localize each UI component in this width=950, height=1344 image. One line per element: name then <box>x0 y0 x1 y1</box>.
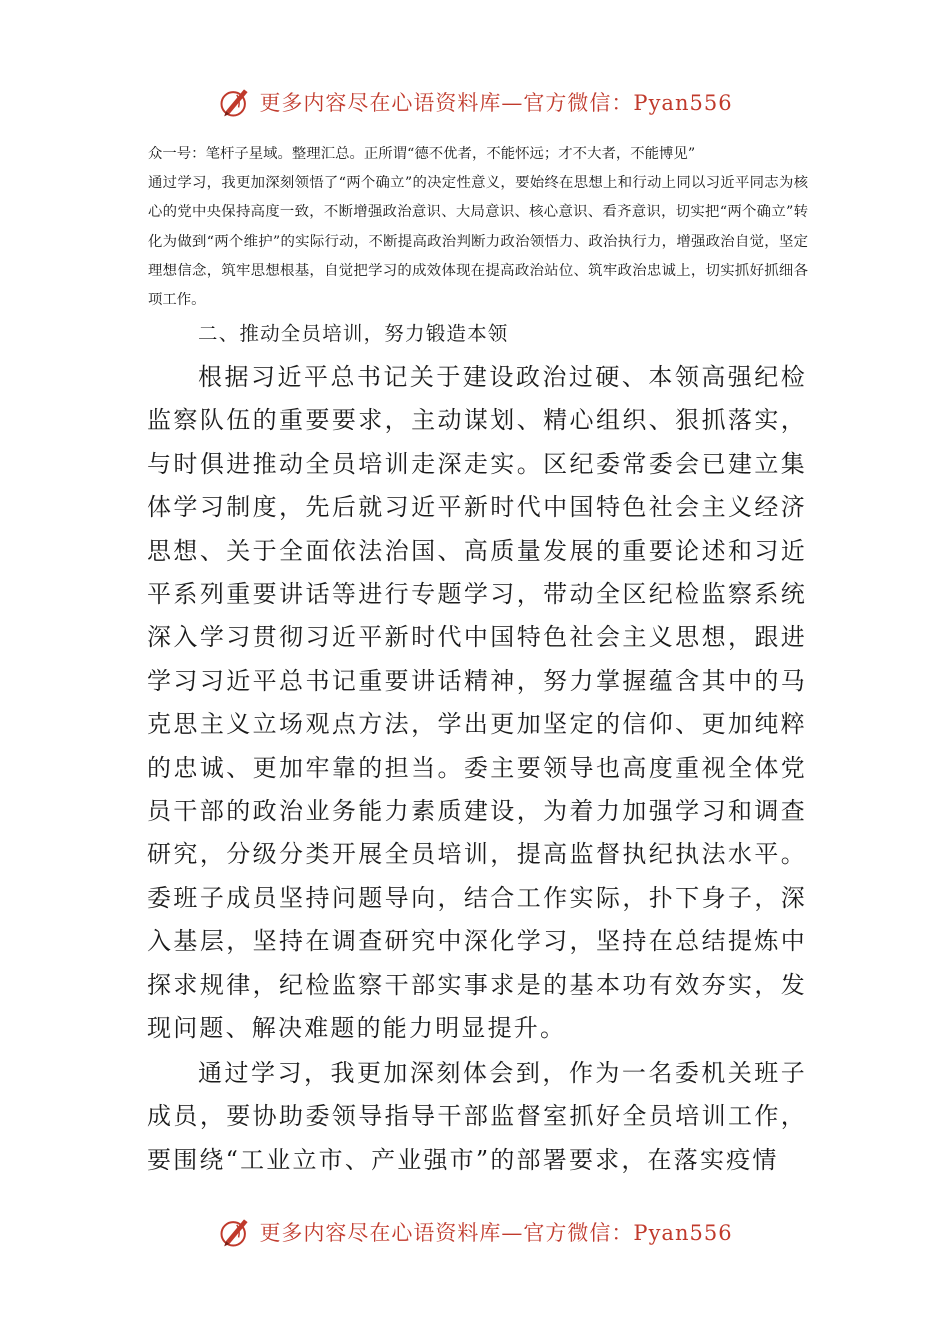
intro-paragraph: 通过学习，我更加深刻领悟了“两个确立”的决定性意义，要始终在思想上和行动上同以习近平同志为核心的党中央保持高度一致，不断增强政治意识、大局意识、核心意识、看齐意识，切实把“两个确立”转化为做到“两个维护”的实际行动，不断提高政治判断力政治领悟力、政治执行力，增强政治自觉，坚定理想信念，筑牢思想根基，自觉把学习的成效体现在提高政治站位、筑牢政治忠诚上，切实抓好抓细各项工作。 <box>148 175 808 309</box>
intro-block <box>148 140 808 315</box>
intro-first-line: 众一号：笔杆子星域。整理汇总。正所谓“德不优者，不能怀远；才不大者，不能博见” <box>148 146 696 162</box>
body-paragraph: 通过学习，我更加深刻体会到，作为一名委机关班子成员，要协助委领导指导干部监督室抓好全员培训工作，要围绕“工业立市、产业强市”的部署要求，在落实疫情 <box>147 1059 807 1174</box>
footer-banner <box>0 1212 950 1252</box>
section-heading: 二、推动全员培训，努力锻造本领 <box>198 322 509 345</box>
banner-text: 更多内容尽在心语资料库—官方微信：Pyan556 <box>259 1221 733 1245</box>
header-banner <box>0 82 950 122</box>
pen-logo-icon <box>217 1214 253 1250</box>
pen-logo-icon <box>217 84 253 120</box>
body-paragraph: 根据习近平总书记关于建设政治过硬、本领高强纪检监察队伍的重要要求，主动谋划、精心组织、狠抓落实，与时俱进推动全员培训走深走实。区纪委常委会已建立集体学习制度，先后就习近平新时代中国特色社会主义经济思想、关于全面依法治国、高质量发展的重要论述和习近平系列重要讲话等进行专题学习，带动全区纪检监察系统深入学习贯彻习近平新时代中国特色社会主义思想，跟进学习习近平总书记重要讲话精神，努力掌握蕴含其中的马克思主义立场观点方法，学出更加坚定的信仰、更加纯粹的忠诚、更加牢靠的担当。委主要领导也高度重视全体党员干部的政治业务能力素质建设，为着力加强学习和调查研究，分级分类开展全员培训，提高监督执纪执法水平。委班子成员坚持问题导向，结合工作实际，扑下身子，深入基层，坚持在调查研究中深化学习，坚持在总结提炼中探求规律，纪检监察干部实事求是的基本功有效夯实，发现问题、解决难题的能力明显提升。 <box>147 363 807 1043</box>
banner-text: 更多内容尽在心语资料库—官方微信：Pyan556 <box>259 91 733 115</box>
